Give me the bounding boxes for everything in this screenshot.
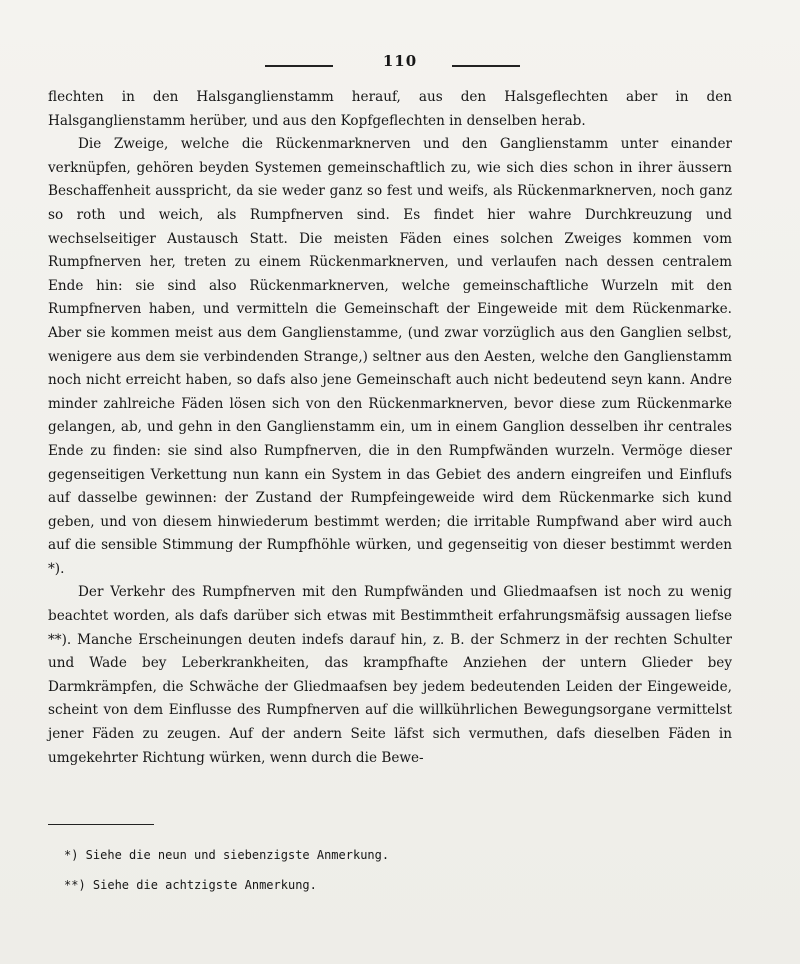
paragraph: Die Zweige, welche die Rückenmarknerven und den Ganglienstamm unter einander verknüpfen, gehören beyden Systemen gemeinschaftlich zu, wie sich dies schon in ihrer äussern Beschaffenheit ausspricht, da sie weder ganz so fest und weifs, als Rückenmarknerven, noch ganz so roth und weich, als Rumpfnerven sind. Es findet hier wahre Durchkreuzung und wechselseitiger Austausch Statt. Die meisten Fäden eines solchen Zweiges kommen vom Rumpfnerven her, treten zu einem Rückenmarknerven, und verlaufen nach dessen centralem Ende hin: sie sind also Rückenmarknerven, welche gemeinschaftliche Wurzeln mit den Rumpfnerven haben, und vermitteln die Gemeinschaft der Eingeweide mit dem Rückenmarke. Aber sie kommen meist aus dem Ganglienstamme, (und zwar vorzüglich aus den Ganglien selbst, wenigere aus dem sie verbindenden Strange,) seltner aus den Aesten, welche den Ganglienstamm noch nicht erreicht haben, so dafs also jene Gemeinschaft auch nicht bedeutend seyn kann. Andre minder zahlreiche Fäden lösen sich von den Rückenmarknerven, bevor diese zum Rückenmarke gelangen, ab, und gehn in den Ganglienstamm ein, um in einem Ganglion desselben ihr centrales Ende zu finden: sie sind also Rumpfnerven, die in den Rumpfwänden wurzeln. Vermöge dieser gegenseitigen Verkettung nun kann ein System in das Gebiet des andern eingreifen und Einflufs auf dasselbe gewinnen: der Zustand der Rumpfeingeweide wird dem Rückenmarke sich kund geben, und von diesem hinwiederum bestimmt werden; die irritable Rumpfwand aber wird auch auf die sensible Stimmung der Rumpfhöhle würken, und gegenseitig von dieser bestimmt werden *). <box>48 136 732 577</box>
paragraph: Der Verkehr des Rumpfnerven mit den Rumpfwänden und Gliedmaafsen ist noch zu wenig beachtet worden, als dafs darüber sich etwas mit Bestimmtheit erfahrungsmäfsig aussagen liefse **). Manche Erscheinungen deuten indefs darauf hin, z. B. der Schmerz in der rechten Schulter und Wade bey Leberkrankheiten, das krampfhafte Anziehen der untern Glieder bey Darmkrämpfen, die Schwäche der Gliedmaafsen bey jedem bedeutenden Leiden der Eingeweide, scheint von dem Einflusse des Rumpfnerven auf die willkührlichen Bewegungsorgane vermittelst jener Fäden zu zeugen. Auf der andern Seite läfst sich vermuthen, dafs dieselben Fäden in umgekehrter Richtung würken, wenn durch die Bewe- <box>48 584 732 766</box>
body-text <box>48 86 732 770</box>
header-rule-left <box>265 65 333 67</box>
page-number: 110 <box>382 52 418 70</box>
footnote-1: *) Siehe die neun und siebenzigste Anmerkung. <box>64 848 390 862</box>
paragraph-continued: flechten in den Halsganglienstamm herauf, aus den Halsgeflechten aber in den Halsganglienstamm herüber, und aus den Kopfgeflechten in denselben herab. <box>48 89 732 129</box>
footnote-rule <box>48 824 154 825</box>
footnote-2: **) Siehe die achtzigste Anmerkung. <box>64 878 317 892</box>
header-rule-right <box>452 65 520 67</box>
page-header <box>0 52 800 74</box>
